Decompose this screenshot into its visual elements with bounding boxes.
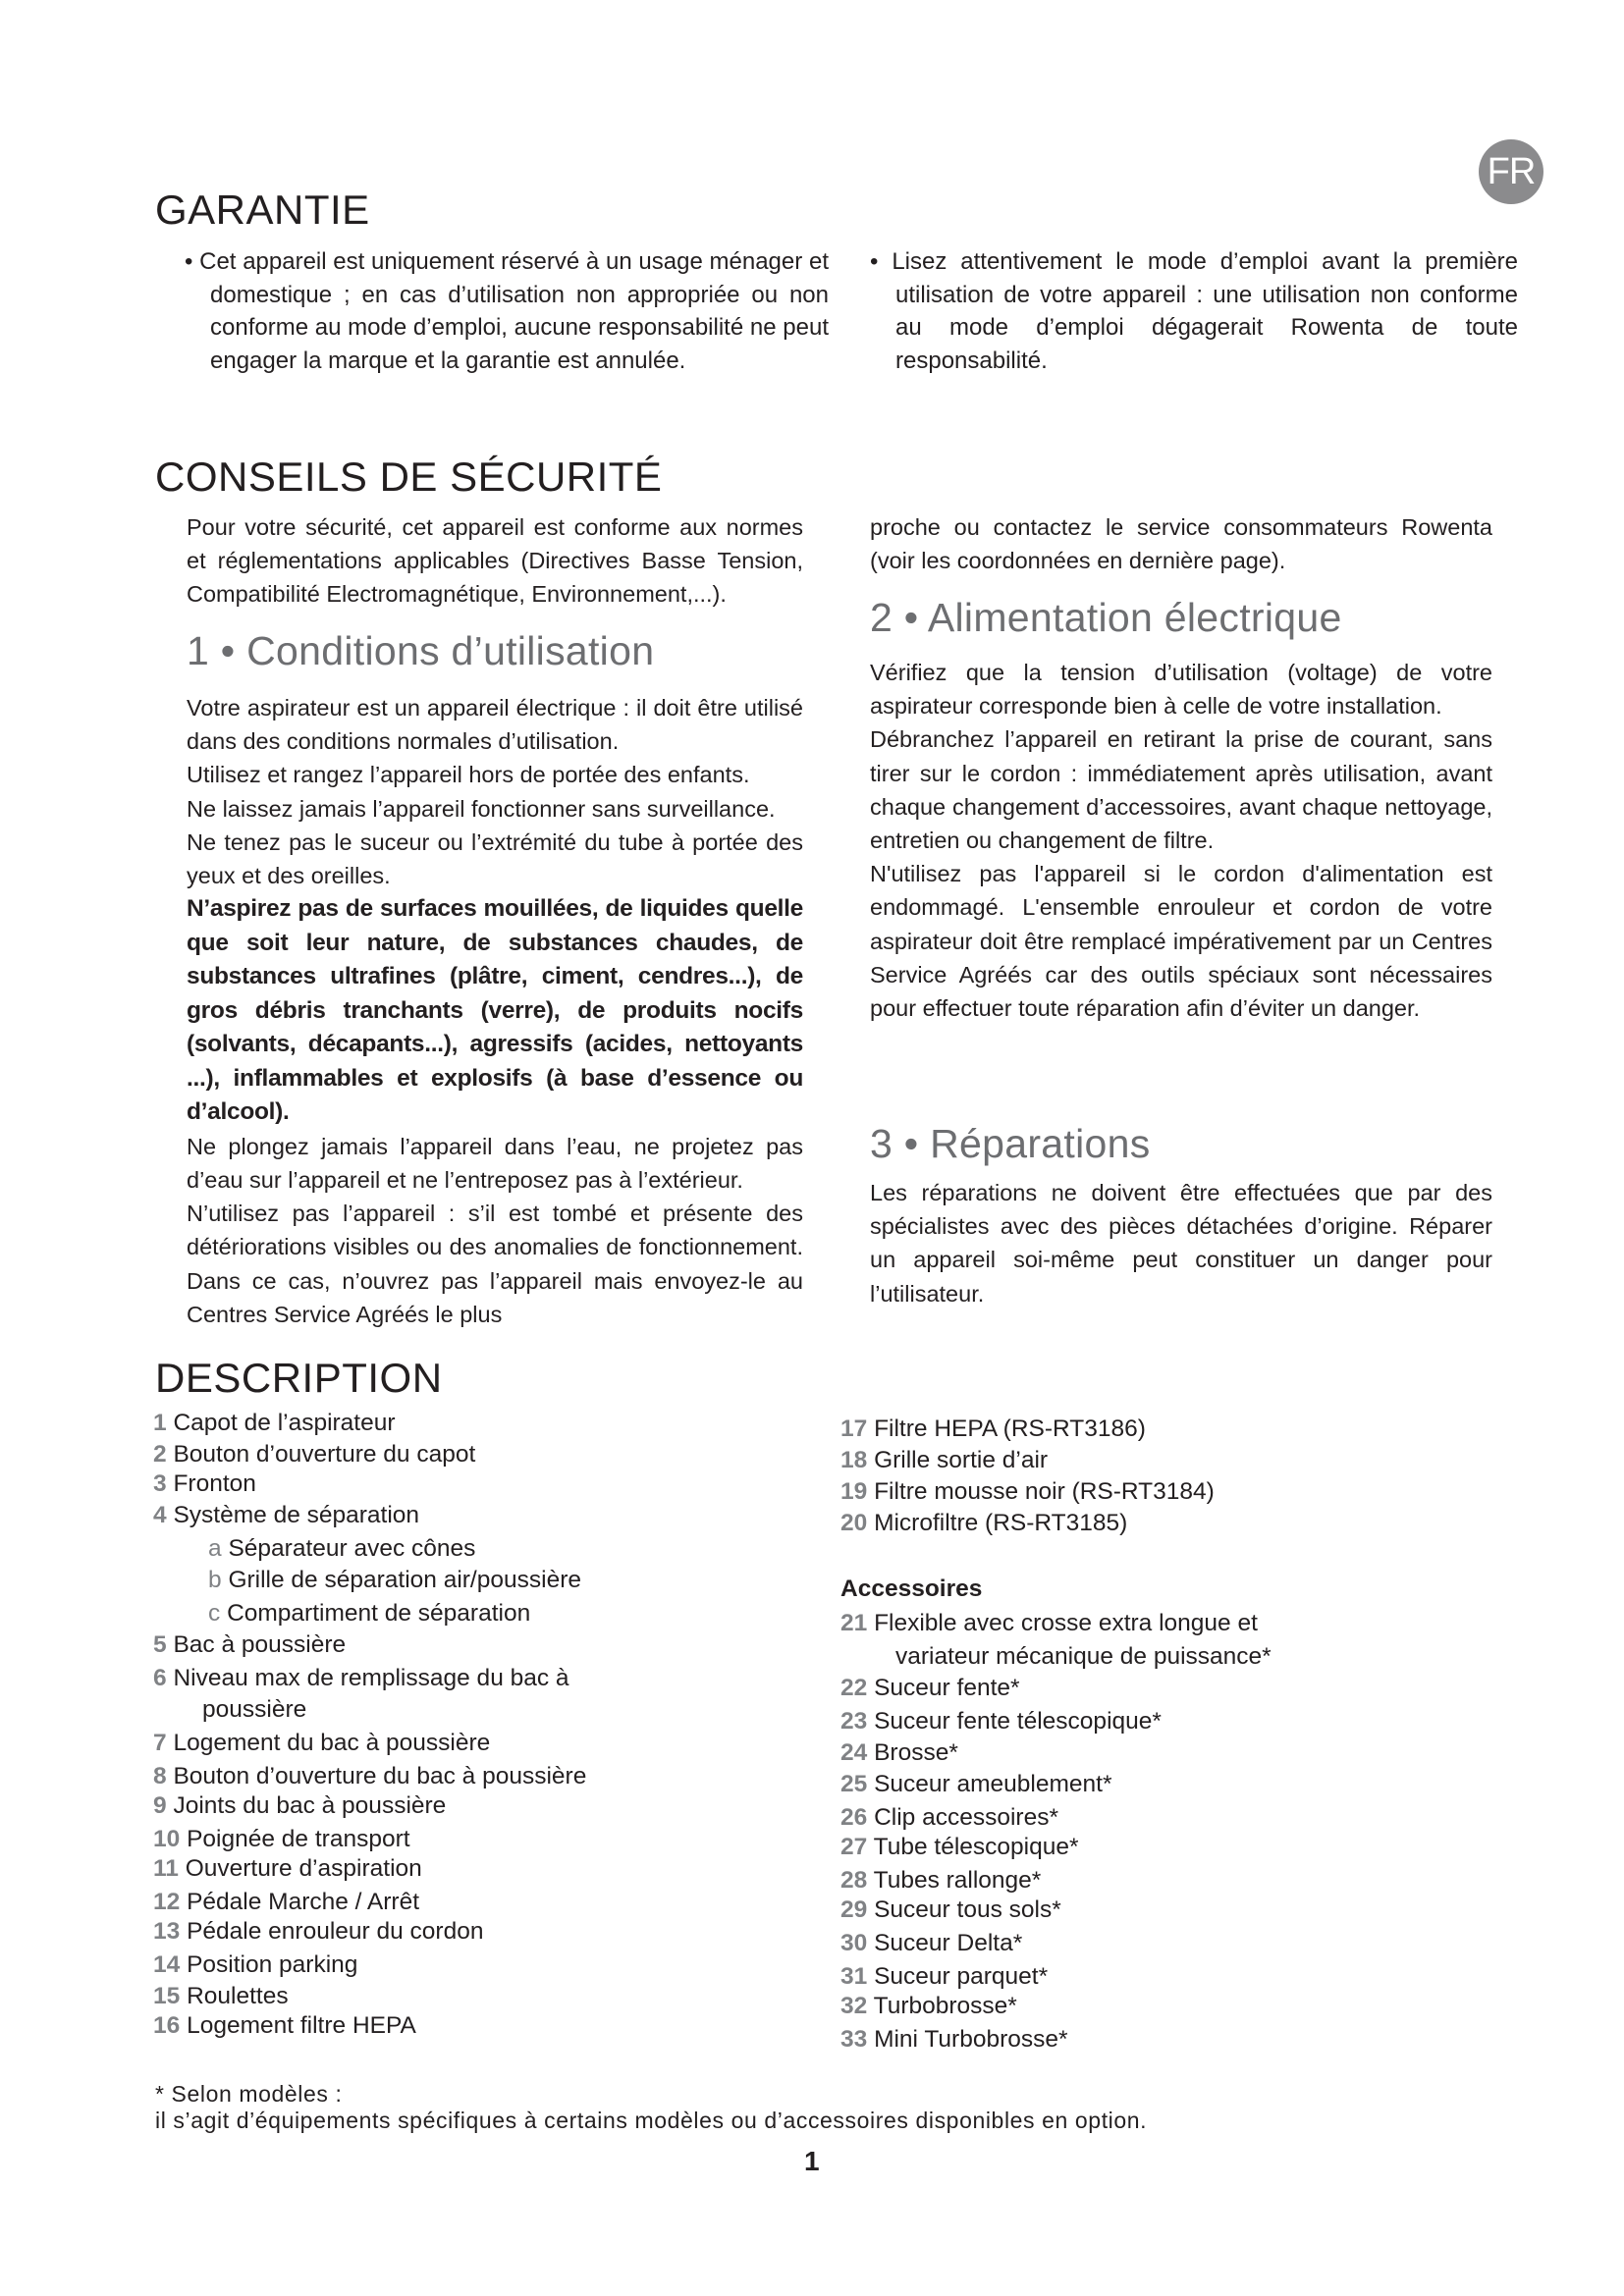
securite-intro: Pour votre sécurité, cet appareil est conforme aux normes et réglementations applicables (Directives Basse Tension, Compatibilité Electromagnétique, Environnement,...). <box>187 514 803 608</box>
item-label: Grille sortie d’air <box>874 1447 1049 1473</box>
item-label: Position parking <box>187 1951 358 1978</box>
garantie-title: GARANTIE <box>155 187 370 233</box>
item-number: 31 <box>840 1963 868 1990</box>
item-label: Pédale Marche / Arrêt <box>187 1889 420 1915</box>
conditions-body <box>187 691 803 1331</box>
alimentation-p2: Débranchez l’appareil en retirant la prise de courant, sans tirer sur le cordon : immédiatement après utilisation, avant chaque changement d’accessoires, avant chaque nettoyage, entretien ou changement de filtre. <box>870 726 1492 854</box>
list-item <box>840 1963 1048 1991</box>
item-number: 28 <box>840 1867 868 1894</box>
item-number: 30 <box>840 1930 868 1956</box>
list-item <box>153 1763 586 1790</box>
item-number: 27 <box>840 1834 868 1860</box>
footnote-line-1: * Selon modèles : <box>155 2081 343 2107</box>
list-item <box>153 1889 419 1916</box>
accessories-title: Accessoires <box>840 1575 983 1602</box>
accessories-list <box>840 1610 1528 2071</box>
item-label: Compartiment de séparation <box>227 1600 531 1627</box>
item-label: Microfiltre (RS-RT3185) <box>874 1510 1128 1536</box>
list-item <box>153 1826 410 1853</box>
item-label: Filtre mousse noir (RS-RT3184) <box>874 1478 1215 1505</box>
list-item <box>153 1951 357 1979</box>
list-item <box>153 1918 483 1946</box>
list-item <box>840 1771 1112 1798</box>
list-item <box>153 1730 490 1757</box>
list-item <box>153 1855 422 1883</box>
list-item <box>208 1535 475 1563</box>
item-number: 33 <box>840 2026 868 2053</box>
conditions-p5: Ne plongez jamais l’appareil dans l’eau, ne projetez pas d’eau sur l’appareil et ne l’entreposez pas à l’extérieur. <box>187 1133 803 1193</box>
item-number: 19 <box>840 1478 868 1505</box>
item-number: 7 <box>153 1730 167 1756</box>
list-item <box>840 1993 1017 2020</box>
item-label: Suceur fente télescopique* <box>874 1708 1162 1735</box>
item-number: 32 <box>840 1993 868 2019</box>
item-label: Capot de l’aspirateur <box>173 1410 396 1436</box>
item-label: Grille de séparation air/poussière <box>228 1567 581 1593</box>
item-number: c <box>208 1600 221 1627</box>
item-label: Turbobrosse* <box>873 1993 1017 2019</box>
item-label: Roulettes <box>187 1983 289 2009</box>
item-number: a <box>208 1535 222 1562</box>
item-number: 25 <box>840 1771 868 1797</box>
item-label: Logement filtre HEPA <box>187 2012 416 2039</box>
item-label: Tubes rallonge* <box>873 1867 1042 1894</box>
item-number: 24 <box>840 1739 868 1766</box>
item-label: Filtre HEPA (RS-RT3186) <box>874 1415 1146 1442</box>
item-number: 16 <box>153 2012 181 2039</box>
item-label: Suceur fente* <box>874 1675 1020 1701</box>
item-number: 17 <box>840 1415 868 1442</box>
item-number: b <box>208 1567 222 1593</box>
footnote-line-2: il s’agit d’équipements spécifiques à certains modèles ou d’accessoires disponibles en option. <box>155 2108 1148 2133</box>
item-label: Ouverture d’aspiration <box>185 1855 422 1882</box>
language-badge: FR <box>1479 139 1543 204</box>
item-label: Brosse* <box>874 1739 958 1766</box>
description-list-right <box>840 1415 1508 1543</box>
list-item <box>153 1470 256 1498</box>
list-item <box>840 1708 1162 1735</box>
item-label: Logement du bac à poussière <box>173 1730 491 1756</box>
list-item <box>840 1478 1215 1506</box>
item-label: variateur mécanique de puissance* <box>895 1643 1272 1670</box>
item-label: Mini Turbobrosse* <box>874 2026 1068 2053</box>
item-label: Tube télescopique* <box>873 1834 1079 1860</box>
alimentation-p1: Vérifiez que la tension d’utilisation (voltage) de votre aspirateur corresponde bien à celle de votre installation. <box>870 660 1492 720</box>
garantie-bullet-1-text: Cet appareil est uniquement réservé à un usage ménager et domestique ; en cas d’utilisation non appropriée ou non conforme au mode d’emploi, aucune responsabilité ne peut engager la marque et la garantie est annulée. <box>199 248 829 374</box>
list-item <box>153 1983 289 2010</box>
item-label: Bouton d’ouverture du bac à poussière <box>173 1763 587 1789</box>
list-item <box>208 1600 530 1628</box>
conditions-continuation: proche ou contactez le service consommateurs Rowenta (voir les coordonnées en dernière page). <box>870 514 1492 574</box>
conditions-p2: Utilisez et rangez l’appareil hors de portée des enfants. <box>187 762 750 788</box>
description-list-left <box>153 1410 821 2057</box>
list-item <box>840 1610 1258 1637</box>
list-item <box>153 1631 346 1659</box>
item-number: 5 <box>153 1631 167 1658</box>
item-number: 8 <box>153 1763 167 1789</box>
item-number: 6 <box>153 1665 167 1691</box>
reparations-body: Les réparations ne doivent être effectuées que par des spécialistes avec des pièces détachées d’origine. Réparer un appareil soi-même peut constituer un danger pour l’utilisateur. <box>870 1180 1492 1307</box>
garantie-bullet-2-text: Lisez attentivement le mode d’emploi avant la première utilisation de votre appareil : une utilisation non conforme au mode d’emploi dégagerait Rowenta de toute responsabilité. <box>892 248 1519 374</box>
list-item <box>840 1675 1020 1702</box>
item-label: Fronton <box>173 1470 256 1497</box>
list-item <box>840 1739 958 1767</box>
item-number: 21 <box>840 1610 868 1636</box>
description-title: DESCRIPTION <box>155 1355 443 1401</box>
alimentation-title: 2 • Alimentation électrique <box>870 595 1342 640</box>
item-number: 22 <box>840 1675 868 1701</box>
item-label: Pédale enrouleur du cordon <box>187 1918 484 1945</box>
conditions-warning: N’aspirez pas de surfaces mouillées, de liquides quelle que soit leur nature, de substances chaudes, de substances ultrafines (plâtre, ciment, cendres...), de gros débris tranchants (verre), de produits nocifs (solvants, décapants...), agressifs (acides, nettoyants ...), inflammables et explosifs (à base d’essence ou d’alcool). <box>187 895 803 1126</box>
item-label: Suceur tous sols* <box>874 1896 1061 1923</box>
list-item <box>840 1930 1022 1957</box>
item-number: 4 <box>153 1502 167 1528</box>
list-item <box>840 1867 1041 1895</box>
item-number: 9 <box>153 1792 167 1819</box>
item-label: poussière <box>202 1696 307 1723</box>
item-label: Poignée de transport <box>187 1826 410 1852</box>
garantie-bullet-2: • Lisez attentivement le mode d’emploi avant la première utilisation de votre appareil : une utilisation non conforme au mode d’emploi dégagerait Rowenta de toute responsabilité. <box>870 248 1519 374</box>
alimentation-body <box>870 656 1492 1025</box>
item-label: Flexible avec crosse extra longue et <box>874 1610 1258 1636</box>
list-item <box>840 1510 1127 1537</box>
item-number: 13 <box>153 1918 181 1945</box>
item-label: Joints du bac à poussière <box>173 1792 447 1819</box>
list-item <box>895 1643 1272 1671</box>
list-item <box>840 1834 1079 1861</box>
list-item <box>153 1441 475 1468</box>
item-label: Suceur Delta* <box>874 1930 1023 1956</box>
list-item <box>840 2026 1068 2054</box>
item-label: Suceur ameublement* <box>874 1771 1112 1797</box>
item-number: 2 <box>153 1441 167 1468</box>
item-number: 20 <box>840 1510 868 1536</box>
list-item <box>202 1696 306 1724</box>
item-label: Séparateur avec cônes <box>228 1535 476 1562</box>
list-item <box>153 1665 569 1692</box>
list-item <box>153 2012 416 2040</box>
item-number: 12 <box>153 1889 181 1915</box>
item-label: Bac à poussière <box>173 1631 347 1658</box>
item-number: 18 <box>840 1447 868 1473</box>
list-item <box>153 1792 446 1820</box>
conditions-title: 1 • Conditions d’utilisation <box>187 628 655 673</box>
list-item <box>840 1415 1146 1443</box>
item-number: 15 <box>153 1983 181 2009</box>
page-number: 1 <box>804 2146 820 2176</box>
item-number: 23 <box>840 1708 868 1735</box>
conditions-p1: Votre aspirateur est un appareil électrique : il doit être utilisé dans des conditions normales d’utilisation. <box>187 695 803 755</box>
list-item <box>840 1447 1048 1474</box>
conditions-p4: Ne tenez pas le suceur ou l’extrémité du tube à portée des yeux et des oreilles. <box>187 828 803 889</box>
garantie-bullet-1: • Cet appareil est uniquement réservé à un usage ménager et domestique ; en cas d’utilisation non appropriée ou non conforme au mode d’emploi, aucune responsabilité ne peut engager la marque et la garantie est annulée. <box>185 248 829 374</box>
item-label: Niveau max de remplissage du bac à <box>173 1665 569 1691</box>
item-number: 11 <box>153 1855 179 1882</box>
securite-title: CONSEILS DE SÉCURITÉ <box>155 454 663 500</box>
item-number: 26 <box>840 1804 868 1831</box>
item-number: 10 <box>153 1826 181 1852</box>
list-item <box>840 1804 1058 1832</box>
conditions-p3: Ne laissez jamais l’appareil fonctionner sans surveillance. <box>187 795 776 822</box>
conditions-p6: N’utilisez pas l’appareil : s’il est tombé et présente des détériorations visibles ou des anomalies de fonctionnement. Dans ce cas, n’ouvrez pas l’appareil mais envoyez-le au Centres Service Agréés le plus <box>187 1201 803 1327</box>
item-label: Bouton d’ouverture du capot <box>173 1441 476 1468</box>
item-label: Système de séparation <box>173 1502 420 1528</box>
list-item <box>153 1502 419 1529</box>
list-item <box>840 1896 1061 1924</box>
item-number: 14 <box>153 1951 181 1978</box>
item-label: Clip accessoires* <box>874 1804 1058 1831</box>
reparations-title: 3 • Réparations <box>870 1121 1151 1166</box>
item-number: 1 <box>153 1410 167 1436</box>
item-number: 29 <box>840 1896 868 1923</box>
item-label: Suceur parquet* <box>874 1963 1049 1990</box>
alimentation-p3: N'utilisez pas l'appareil si le cordon d'alimentation est endommagé. L'ensemble enrouleur et cordon de votre aspirateur doit être remplacé impérativement par un Centres Service Agréés car des outils spéciaux sont nécessaires pour effectuer toute réparation afin d’éviter un danger. <box>870 861 1492 1022</box>
list-item <box>153 1410 396 1437</box>
list-item <box>208 1567 581 1594</box>
item-number: 3 <box>153 1470 167 1497</box>
